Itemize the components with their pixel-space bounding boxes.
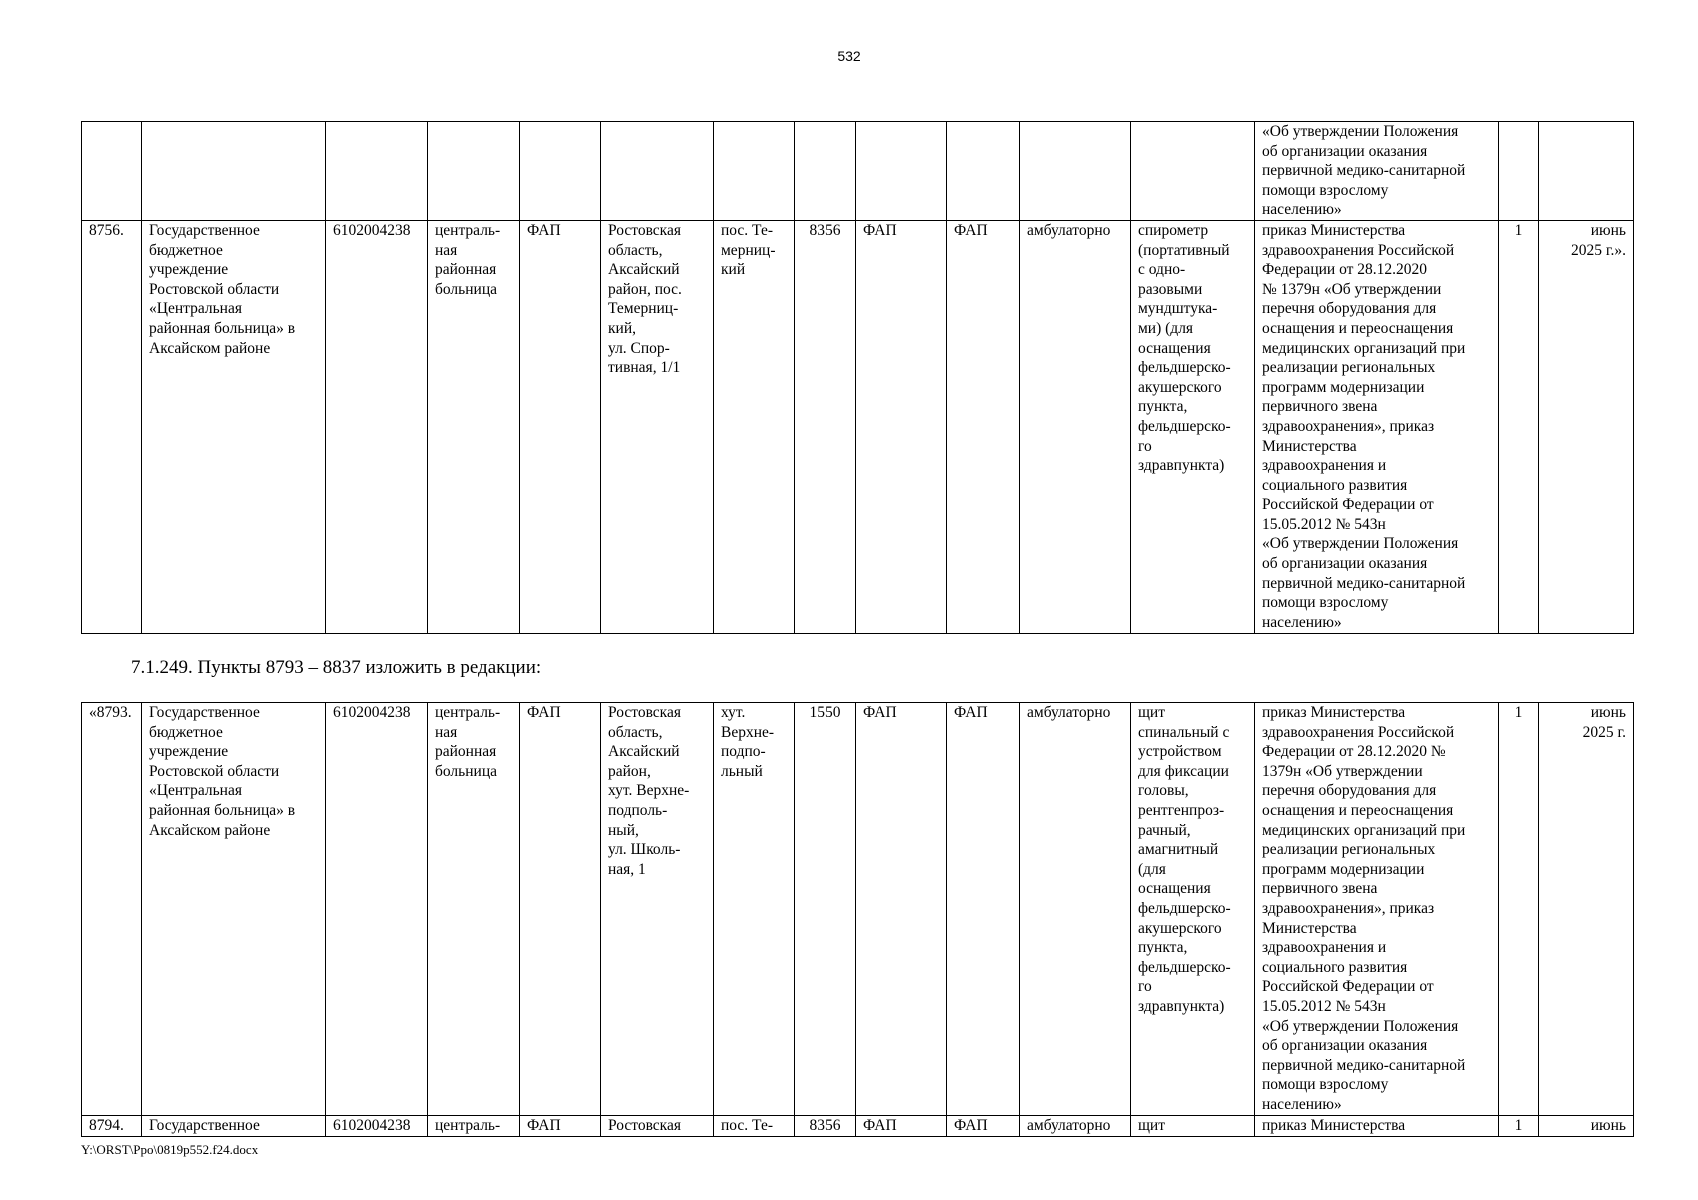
locality-cell: пос. Те- — [714, 1116, 795, 1137]
organization-type-cell: централь- ная районная больница — [428, 220, 520, 633]
legal-basis-cell: приказ Министерства здравоохранения Российской Федерации от 28.12.2020 № 1379н «Об утверждении перечня оборудования для оснащения и переоснащения медицинских организаций при реализации региональных программ модернизации первичного звена здравоохранения», приказ Министерства здравоохранения и социального развития Российской Федерации от 15.05.2012 № 543н «Об утверждении Положения об организации оказания первичной медико-санитарной помощи взрослому населению» — [1255, 703, 1499, 1116]
care-mode-cell: амбулаторно — [1020, 703, 1131, 1116]
organization-type-cell — [428, 122, 520, 221]
unit-kind-cell — [947, 122, 1020, 221]
organization-type-cell: централь- ная районная больница — [428, 703, 520, 1116]
inn-cell: 6102004238 — [326, 703, 428, 1116]
equipment-cell: спирометр (портативный с одно- разовыми мундштука- ми) (для оснащения фельдшерско- акушерского пункта, фельдшерско- го здравпункта) — [1131, 220, 1255, 633]
unit-type-cell — [856, 122, 947, 221]
organization-cell: Государственное — [142, 1116, 326, 1137]
quantity-cell: 1 — [1499, 220, 1539, 633]
unit-type-cell: ФАП — [856, 1116, 947, 1137]
locality-cell — [714, 122, 795, 221]
page-number: 532 — [837, 48, 861, 64]
deadline-cell — [1539, 122, 1634, 221]
address-cell: Ростовская область, Аксайский район, пос. Темерниц- кий, ул. Спор- тивная, 1/1 — [601, 220, 714, 633]
table-row — [82, 703, 1634, 1116]
row-number-cell: 8756. — [82, 220, 142, 633]
unit-cell: ФАП — [520, 1116, 601, 1137]
row-number-cell: 8794. — [82, 1116, 142, 1137]
file-path-footer: Y:\ORST\Ppo\0819p552.f24.docx — [81, 1142, 259, 1157]
unit-cell: ФАП — [520, 220, 601, 633]
population-cell: 8356 — [795, 1116, 856, 1137]
row-number-cell — [82, 122, 142, 221]
deadline-cell: июнь — [1539, 1116, 1634, 1137]
equipment-cell — [1131, 122, 1255, 221]
organization-type-cell: централь- — [428, 1116, 520, 1137]
unit-kind-cell: ФАП — [947, 220, 1020, 633]
unit-kind-cell: ФАП — [947, 1116, 1020, 1137]
row-number-cell: «8793. — [82, 703, 142, 1116]
amendment-paragraph: 7.1.249. Пункты 8793 – 8837 изложить в редакции: — [131, 657, 542, 678]
locality-cell: хут. Верхне- подпо- льный — [714, 703, 795, 1116]
unit-type-cell: ФАП — [856, 220, 947, 633]
locality-cell: пос. Те- мерниц- кий — [714, 220, 795, 633]
table-row — [82, 1116, 1634, 1137]
unit-cell — [520, 122, 601, 221]
address-cell: Ростовская область, Аксайский район, хут. Верхне- подполь- ный, ул. Школь- ная, 1 — [601, 703, 714, 1116]
quantity-cell — [1499, 122, 1539, 221]
unit-kind-cell: ФАП — [947, 703, 1020, 1116]
legal-basis-cell: «Об утверждении Положения об организации оказания первичной медико-санитарной помощи взрослому населению» — [1255, 122, 1499, 221]
legal-basis-cell: приказ Министерства — [1255, 1116, 1499, 1137]
unit-cell: ФАП — [520, 703, 601, 1116]
quantity-cell: 1 — [1499, 703, 1539, 1116]
organization-cell — [142, 122, 326, 221]
deadline-cell: июнь 2025 г.». — [1539, 220, 1634, 633]
equipment-table-amended — [81, 702, 1634, 1137]
population-cell: 1550 — [795, 703, 856, 1116]
legal-basis-cell: приказ Министерства здравоохранения Российской Федерации от 28.12.2020 № 1379н «Об утверждении перечня оборудования для оснащения и переоснащения медицинских организаций при реализации региональных программ модернизации первичного звена здравоохранения», приказ Министерства здравоохранения и социального развития Российской Федерации от 15.05.2012 № 543н «Об утверждении Положения об организации оказания первичной медико-санитарной помощи взрослому населению» — [1255, 220, 1499, 633]
table-row — [82, 122, 1634, 221]
equipment-cell: щит — [1131, 1116, 1255, 1137]
table-row — [82, 220, 1634, 633]
care-mode-cell — [1020, 122, 1131, 221]
care-mode-cell: амбулаторно — [1020, 220, 1131, 633]
population-cell — [795, 122, 856, 221]
inn-cell: 6102004238 — [326, 220, 428, 633]
unit-type-cell: ФАП — [856, 703, 947, 1116]
organization-cell: Государственное бюджетное учреждение Ростовской области «Центральная районная больница» в Аксайском районе — [142, 220, 326, 633]
care-mode-cell: амбулаторно — [1020, 1116, 1131, 1137]
organization-cell: Государственное бюджетное учреждение Ростовской области «Центральная районная больница» в Аксайском районе — [142, 703, 326, 1116]
equipment-cell: щит спинальный с устройством для фиксации головы, рентгенпроз- рачный, амагнитный (для оснащения фельдшерско- акушерского пункта, фельдшерско- го здравпункта) — [1131, 703, 1255, 1116]
deadline-cell: июнь 2025 г. — [1539, 703, 1634, 1116]
equipment-table-continued — [81, 121, 1634, 634]
address-cell: Ростовская — [601, 1116, 714, 1137]
inn-cell — [326, 122, 428, 221]
inn-cell: 6102004238 — [326, 1116, 428, 1137]
address-cell — [601, 122, 714, 221]
quantity-cell: 1 — [1499, 1116, 1539, 1137]
population-cell: 8356 — [795, 220, 856, 633]
